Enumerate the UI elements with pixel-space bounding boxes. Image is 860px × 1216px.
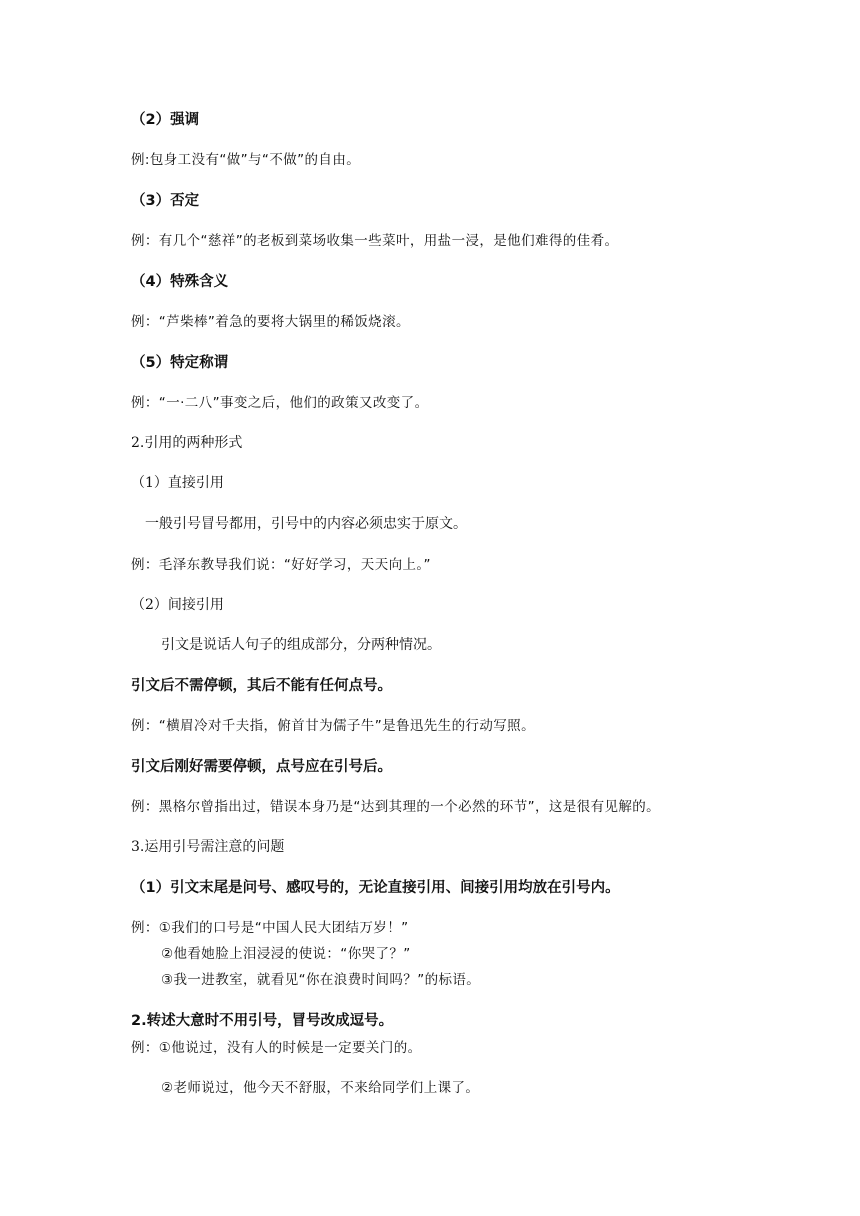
subheading-direct-quote: （1）直接引用 bbox=[131, 475, 224, 491]
rule-no-pause: 引文后不需停顿，其后不能有任何点号。 bbox=[131, 678, 392, 694]
rule-pause: 引文后刚好需要停顿，点号应在引号后。 bbox=[131, 759, 392, 775]
rule-question-exclamation: （1）引文末尾是问号、感叹号的，无论直接引用、间接引用均放在引号内。 bbox=[131, 880, 620, 896]
example-crying: ②他看她脸上泪浸浸的使说：“你哭了？” bbox=[161, 946, 411, 962]
subheading-negation: （3）否定 bbox=[131, 193, 200, 209]
example-pause: 例：黑格尔曾指出过，错误本身乃是“达到其理的一个必然的环节”，这是很有见解的。 bbox=[131, 799, 661, 815]
example-no-pause: 例：“横眉冷对千夫指，俯首甘为儒子牛”是鲁迅先生的行动写照。 bbox=[131, 718, 535, 734]
example-teacher: ②老师说过，他今天不舒服，不来给同学们上课了。 bbox=[161, 1080, 480, 1096]
subheading-special-meaning: （4）特殊含义 bbox=[131, 274, 229, 290]
subheading-indirect-quote: （2）间接引用 bbox=[131, 597, 224, 613]
section-title-quote-forms: 2.引用的两种形式 bbox=[131, 435, 243, 451]
section-title-quote-notes: 3.运用引号需注意的问题 bbox=[131, 839, 285, 855]
example-specific-title: 例：“一·二八”事变之后，他们的政策又改变了。 bbox=[131, 395, 429, 411]
paragraph-indirect-quote: 引文是说话人句子的组成部分，分两种情况。 bbox=[161, 637, 441, 653]
example-negation: 例：有几个“慈祥”的老板到菜场收集一些菜叶，用盐一浸，是他们难得的佳肴。 bbox=[131, 233, 619, 249]
subheading-emphasis: （2）强调 bbox=[131, 112, 200, 128]
example-emphasis: 例:包身工没有“做”与“不做”的自由。 bbox=[131, 152, 361, 168]
example-special-meaning: 例：“芦柴棒”着急的要将大锅里的稀饭烧滚。 bbox=[131, 314, 410, 330]
example-classroom: ③我一进教室，就看见“你在浪费时间吗？”的标语。 bbox=[161, 972, 481, 988]
rule-paraphrase: 2.转述大意时不用引号，冒号改成逗号。 bbox=[131, 1013, 394, 1029]
example-direct-quote: 例：毛泽东教导我们说：“好好学习，天天向上。” bbox=[131, 557, 431, 573]
subheading-specific-title: （5）特定称谓 bbox=[131, 355, 229, 371]
paragraph-direct-quote: 一般引号冒号都用，引号中的内容必须忠实于原文。 bbox=[145, 516, 467, 532]
example-slogan: 例：①我们的口号是“中国人民大团结万岁！” bbox=[131, 920, 409, 936]
example-close-door: 例：①他说过，没有人的时候是一定要关门的。 bbox=[131, 1040, 422, 1056]
